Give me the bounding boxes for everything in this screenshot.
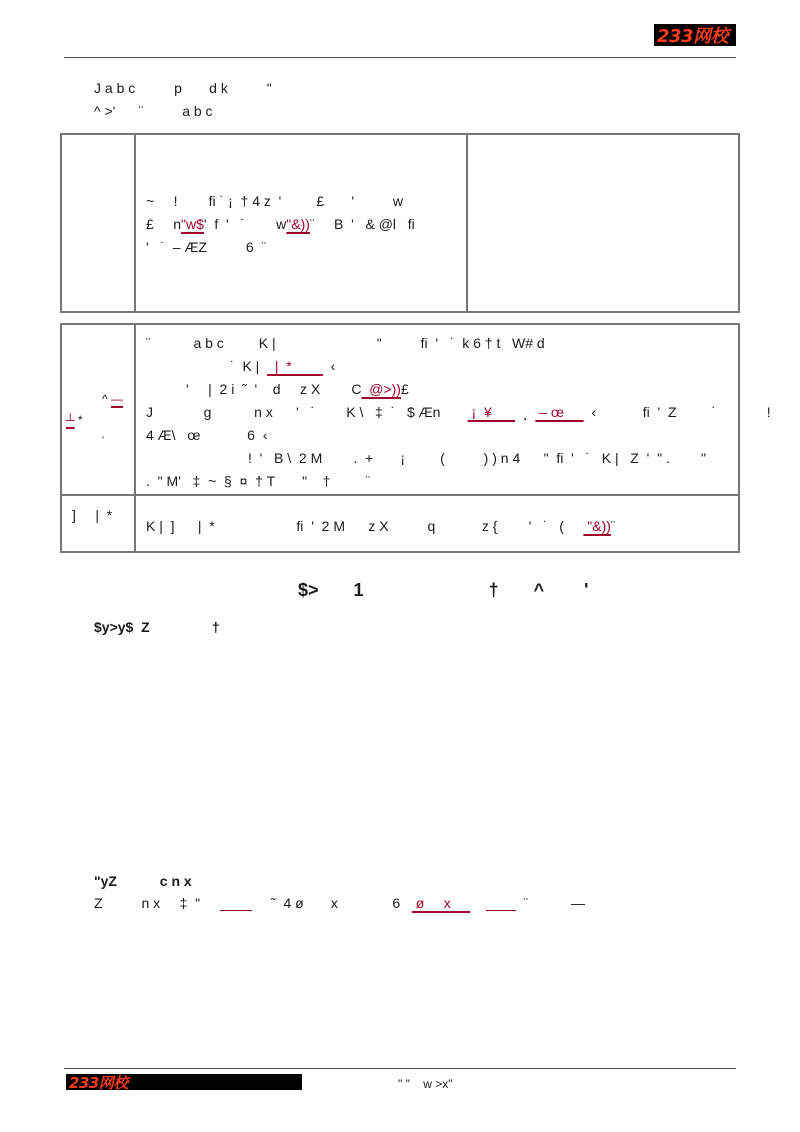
table-2-row-7: . " M' ‡ ~ § ¤ † T " † ¨: [146, 473, 371, 489]
answer-blank-1[interactable]: [220, 896, 252, 911]
table-2-row-3: ' | 2 i ˜ ' d z X C @>))£: [186, 381, 409, 397]
table-2-row2-label: ] | *: [72, 507, 113, 523]
table-2-row-5: 4 Æ\ œ 6 ‹: [146, 427, 268, 443]
table-2-row-4: J g n x ' ˙ K \ ‡ ˙ $ Æn ¡ ¥ ¸ – œ ‹ fi ' Z ˙ !: [146, 404, 771, 420]
logo-233-footer: 233网校: [66, 1074, 302, 1090]
section-heading: $> 1 † ^ ': [298, 580, 589, 600]
table-1-line-3: ' ˙ – ÆZ 6 ¨: [146, 239, 267, 255]
table-2-link-3[interactable]: ¡ ¥: [467, 404, 516, 420]
table-2-label-top: ^ —: [102, 392, 123, 406]
section-subheading: $y>y$ Z †: [94, 619, 220, 635]
table-2-row-1: ¨ a b c K | " fi ' ˙ k 6 † t W# d: [146, 335, 545, 351]
logo-233: 233网校: [654, 24, 736, 46]
table-2-row2-text: K | ] | * fi ' 2 M z X q z { ' ˙ ( "&))¨: [146, 518, 616, 534]
page-footer-text: " " w >x": [398, 1077, 453, 1091]
table-2-link-4[interactable]: – œ: [535, 404, 584, 420]
table-2-row-2: ˙ K | | * ‹: [230, 358, 336, 374]
footer-rule: [64, 1068, 736, 1069]
question-line: Z n x ‡ " ˜ 4 ø x 6 ø x ¨ —: [94, 895, 585, 911]
table-1-divider-left: [134, 133, 136, 313]
table-1-link-b[interactable]: "&)): [286, 216, 310, 232]
table-1-divider-right: [466, 133, 468, 313]
intro-line-1: J a b c p d k ": [94, 80, 272, 96]
table-2-link-1[interactable]: | *: [267, 358, 323, 374]
header-rule: [64, 57, 736, 58]
table-1-link-a[interactable]: "w$: [181, 216, 204, 232]
table-2-label-mid: ┴ *: [66, 413, 83, 427]
question-title: "yZ c n x: [94, 873, 192, 889]
table-1-line-2: £ n"w$' f ' ˙ w"&))¨ B ' & @l fi: [146, 216, 415, 232]
table-2-link-2[interactable]: @>)): [361, 381, 401, 397]
table-2-link-5[interactable]: "&)): [583, 518, 611, 534]
table-1-line-1: ~ ! fi ˙ ¡ † 4 z ' £ ' w: [146, 193, 404, 209]
answer-blank-2[interactable]: [486, 896, 516, 911]
question-link[interactable]: ø x: [411, 895, 471, 911]
table-2-divider: [134, 323, 136, 553]
table-2-label-bottom: ‘: [102, 435, 105, 446]
table-2-row-divider: [60, 494, 740, 496]
table-2-row-6: ! ' B \ 2 M . + ¡ ( ) ) n 4 " fi ' ˙ K | Z ' " . ": [248, 450, 706, 466]
intro-line-2: ^ >' ¨ a b c: [94, 103, 213, 119]
